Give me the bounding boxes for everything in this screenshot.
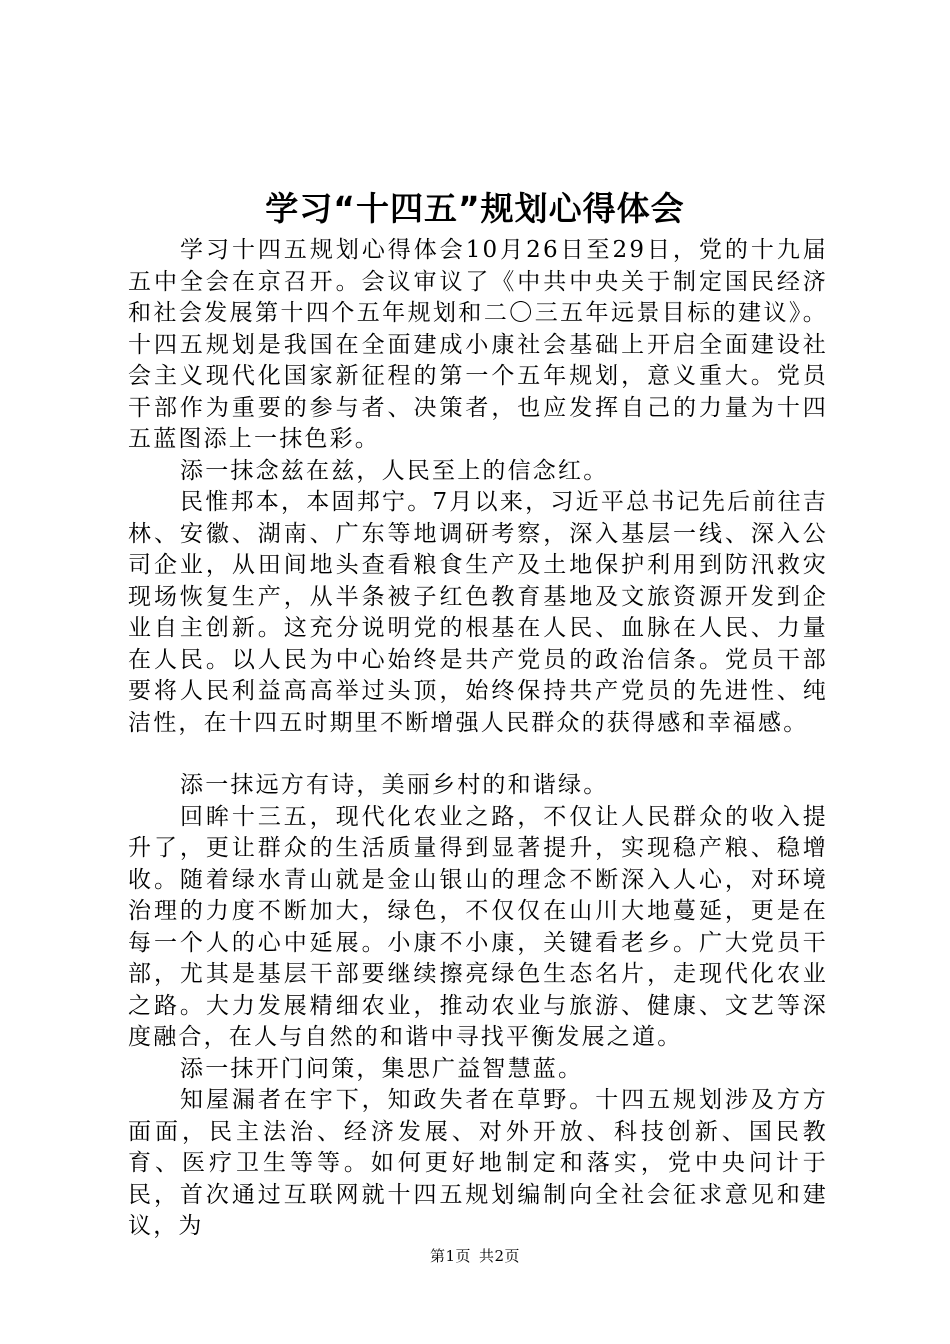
page-footer [0, 1246, 950, 1266]
paragraph-people: 民惟邦本，本固邦宁。7月以来，习近平总书记先后前往吉林、安徽、湖南、广东等地调研考察，深入基层一线、深入公司企业，从田间地头查看粮食生产及土地保护利用到防汛救灾现场恢复生产，从半条被子红色教育基地及文旅资源开发到企业自主创新。这充分说明党的根基在人民、血脉在人民、力量在人民。以人民为中心始终是共产党员的政治信条。党员干部要将人民利益高高举过头顶，始终保持共产党员的先进性、纯洁性，在十四五时期里不断增强人民群众的获得感和幸福感。 [128, 489, 828, 736]
section-heading-blue: 添一抹开门问策，集思广益智慧蓝。 [180, 1055, 584, 1082]
document-body [128, 235, 828, 1243]
section-heading-red: 添一抹念兹在兹，人民至上的信念红。 [180, 457, 609, 484]
paragraph-consultation: 知屋漏者在宇下，知政失者在草野。十四五规划涉及方方面面，民主法治、经济发展、对外开放、科技创新、国民教育、医疗卫生等等。如何更好地制定和落实，党中央问计于民，首次通过互联网就十四五规划编制向全社会征求意见和建议，为 [128, 1087, 828, 1239]
paragraph-intro: 学习十四五规划心得体会10月26日至29日，党的十九届五中全会在京召开。会议审议了《中共中央关于制定国民经济和社会发展第十四个五年规划和二〇三五年远景目标的建议》。十四五规划是我国在全面建成小康社会基础上开启全面建设社会主义现代化国家新征程的第一个五年规划，意义重大。党员干部作为重要的参与者、决策者，也应发挥自己的力量为十四五蓝图添上一抹色彩。 [128, 237, 828, 452]
section-heading-green: 添一抹远方有诗，美丽乡村的和谐绿。 [180, 772, 609, 798]
paragraph-rural: 回眸十三五，现代化农业之路，不仅让人民群众的收入提升了，更让群众的生活质量得到显著提升，实现稳产粮、稳增收。随着绿水青山就是金山银山的理念不断深入人心，对环境治理的力度不断加大，绿色，不仅仅在山川大地蔓延，更是在每一个人的心中延展。小康不小康，关键看老乡。广大党员干部，尤其是基层干部要继续擦亮绿色生态名片，走现代化农业之路。大力发展精细农业，推动农业与旅游、健康、文艺等深度融合，在人与自然的和谐中寻找平衡发展之道。 [128, 803, 828, 1050]
page-title: 学习“十四五”规划心得体会 [265, 189, 685, 228]
page-total: 共2页 [479, 1247, 521, 1265]
page-number: 第1页 [429, 1247, 471, 1265]
